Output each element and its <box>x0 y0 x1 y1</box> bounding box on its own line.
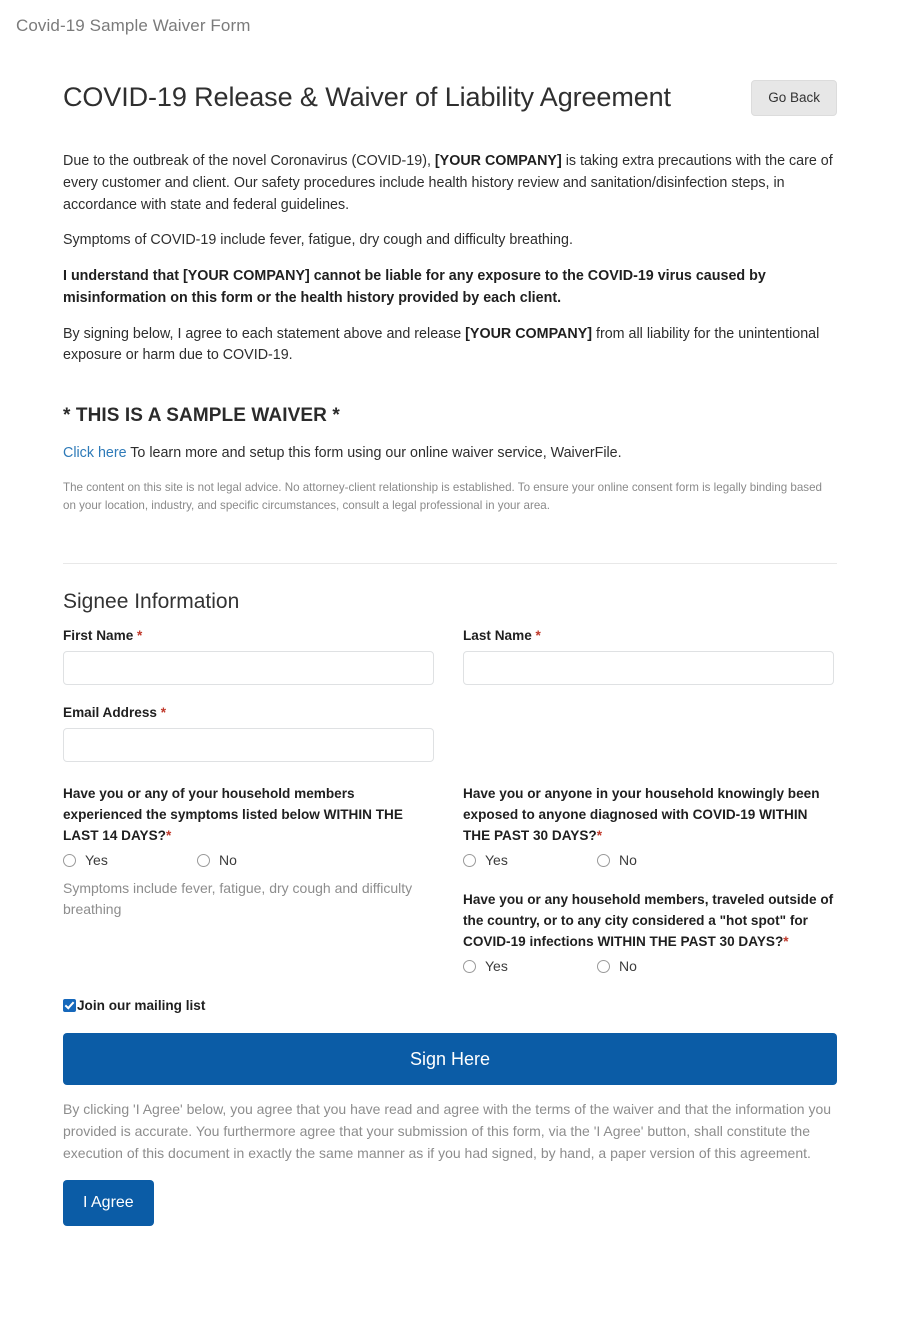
last-name-field-group <box>450 628 837 691</box>
question-1-no-option[interactable] <box>197 852 331 868</box>
top-bar <box>0 0 900 56</box>
document-header <box>63 80 837 116</box>
first-name-label <box>63 628 434 643</box>
last-name-label-text: Last Name <box>463 627 532 643</box>
legal-disclaimer: The content on this site is not legal advice. No attorney-client relationship is established. To ensure your online consent form is legally binding based on your location, industry, and specific circumstances, consult a legal professional in your area. <box>63 480 822 512</box>
question-1-group <box>63 783 450 984</box>
question-3-label: Have you or any household members, traveled outside of the country, or to any city considered a "hot spot" for COVID-19 infections WITHIN THE PAST 30 DAYS? <box>463 892 834 950</box>
form-name-label: Covid-19 Sample Waiver Form <box>16 16 251 35</box>
email-row <box>63 705 837 768</box>
mailing-list-label: Join our mailing list <box>77 998 206 1014</box>
agreement-consent-text: By clicking 'I Agree' below, you agree that you have read and agree with the terms of the waiver and that the information you provided is accurate. You furthermore agree that your submission of this form, via the 'I Agree' button, shall constitute the execution of this document in exactly the same manner as if you had signed, by hand, a paper version of this agreement. <box>63 1101 832 1161</box>
intro-paragraph-1 <box>63 151 837 216</box>
radio-circle-icon[interactable] <box>597 960 610 973</box>
question-1-options <box>63 852 434 868</box>
intro-paragraph-3-liability: I understand that [YOUR COMPANY] cannot be liable for any exposure to the COVID-19 virus caused by misinformation on this form or the health history provided by each client. <box>63 268 766 306</box>
question-1-text <box>63 783 434 846</box>
sign-here-button[interactable]: Sign Here <box>63 1033 837 1085</box>
page-container <box>63 56 837 1226</box>
required-asterisk: * <box>160 704 167 720</box>
question-1-yes-label: Yes <box>85 852 108 869</box>
first-name-field-group <box>63 628 450 691</box>
question-3-options <box>463 958 837 974</box>
sample-waiver-heading: * THIS IS A SAMPLE WAIVER * <box>63 404 340 426</box>
name-row <box>63 628 837 691</box>
question-2-yes-label: Yes <box>485 852 508 869</box>
question-3-group <box>463 889 837 974</box>
question-3-yes-label: Yes <box>485 958 508 975</box>
last-name-input[interactable] <box>463 651 834 685</box>
radio-circle-icon[interactable] <box>597 854 610 867</box>
question-1-helper-text: Symptoms include fever, fatigue, dry cough and difficulty breathing <box>63 880 413 918</box>
section-divider <box>63 563 837 564</box>
radio-circle-icon[interactable] <box>197 854 210 867</box>
mailing-list-checkbox[interactable] <box>63 999 76 1012</box>
intro-paragraph-2: Symptoms of COVID-19 include fever, fatigue, dry cough and difficulty breathing. <box>63 232 573 249</box>
question-2-group <box>463 783 837 868</box>
question-3-no-option[interactable] <box>597 958 731 974</box>
intro-paragraph-4 <box>63 324 837 367</box>
intro-p1-part1: Due to the outbreak of the novel Coronavirus (COVID-19), <box>63 153 435 170</box>
intro-p4-part3: from all liability for the unintentional exposure or harm due to COVID-19. <box>63 325 820 364</box>
required-asterisk: * <box>137 627 143 643</box>
click-here-link[interactable]: Click here <box>63 444 127 461</box>
required-asterisk: * <box>535 627 541 643</box>
go-back-button[interactable]: Go Back <box>751 80 837 116</box>
question-2-options <box>463 852 837 868</box>
question-2-label: Have you or anyone in your household knowingly been exposed to anyone diagnosed with COVID-19 WITHIN THE PAST 30 DAYS? <box>463 785 820 843</box>
page-title: COVID-19 Release & Waiver of Liability Agreement <box>63 82 671 113</box>
question-2-no-option[interactable] <box>597 852 731 868</box>
waiverfile-promo-text: To learn more and setup this form using our online waiver service, WaiverFile. <box>126 444 622 461</box>
intro-p4-part1: By signing below, I agree to each statement above and release <box>63 325 466 342</box>
email-input[interactable] <box>63 728 434 762</box>
question-2-yes-option[interactable] <box>463 852 597 868</box>
required-asterisk: * <box>166 828 172 843</box>
email-row-spacer <box>450 705 837 768</box>
question-1-label: Have you or any of your household members experienced the symptoms listed below WITHIN THE LAST 14 DAYS? <box>63 785 403 843</box>
email-field-group <box>63 705 450 768</box>
radio-circle-icon[interactable] <box>463 960 476 973</box>
first-name-input[interactable] <box>63 651 434 685</box>
email-label-text: Email Address <box>63 704 157 720</box>
signee-information-heading: Signee Information <box>63 589 240 613</box>
mailing-list-row[interactable] <box>63 998 837 1013</box>
required-asterisk: * <box>596 828 603 843</box>
question-1-no-label: No <box>219 852 237 869</box>
intro-p1-part3: is taking extra precautions with the care of every customer and client. Our safety procedures include health history review and sanitation/disinfection steps, in accordance with state and federal guidelines. <box>63 153 833 213</box>
radio-circle-icon[interactable] <box>63 854 76 867</box>
email-label <box>63 705 434 720</box>
questions-row <box>63 783 837 984</box>
intro-copy <box>63 151 837 367</box>
company-placeholder-2: [YOUR COMPANY] <box>465 325 592 342</box>
i-agree-button[interactable]: I Agree <box>63 1180 154 1225</box>
question-2-text <box>463 783 837 846</box>
question-3-no-label: No <box>619 958 637 975</box>
first-name-label-text: First Name <box>63 627 134 643</box>
required-asterisk: * <box>783 934 789 950</box>
company-placeholder-1: [YOUR COMPANY] <box>434 153 562 170</box>
question-3-text <box>463 889 837 952</box>
question-3-yes-option[interactable] <box>463 958 597 974</box>
waiverfile-promo-line <box>63 445 837 461</box>
last-name-label <box>463 628 837 643</box>
questions-right-column <box>450 783 837 984</box>
radio-circle-icon[interactable] <box>463 854 476 867</box>
question-1-yes-option[interactable] <box>63 852 197 868</box>
question-2-no-label: No <box>619 852 637 869</box>
